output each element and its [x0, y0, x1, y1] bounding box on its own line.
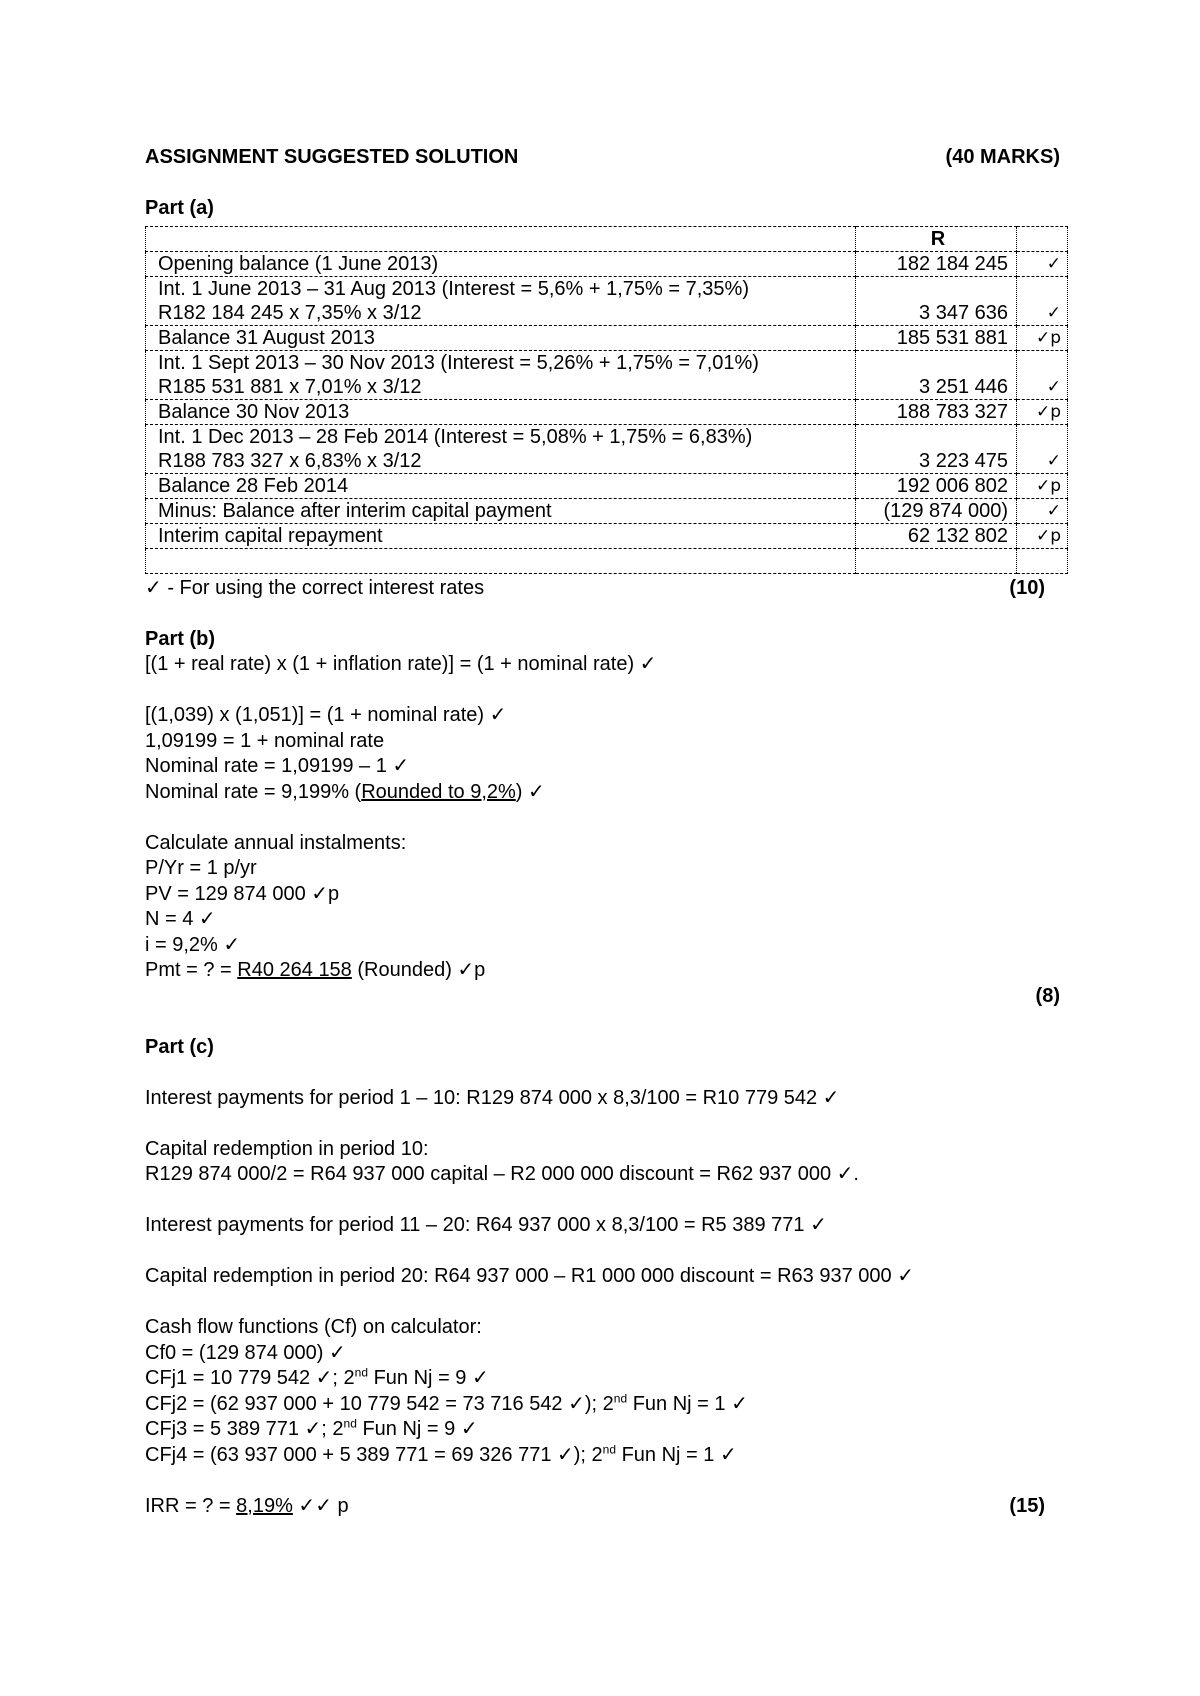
- row-amount: 3 223 475: [856, 424, 1017, 473]
- row-description: Balance 28 Feb 2014: [146, 473, 856, 498]
- row-description: Minus: Balance after interim capital payment: [146, 498, 856, 523]
- row-amount: 182 184 245: [856, 251, 1017, 276]
- part-b-step3: Nominal rate = 1,09199 – 1 ✓: [145, 755, 410, 777]
- part-b-formula: [(1 + real rate) x (1 + inflation rate)] = (1 + nominal rate) ✓: [145, 653, 657, 675]
- capital-redemption-10-heading: Capital redemption in period 10:: [145, 1137, 429, 1160]
- interest-period-11-20: Interest payments for period 11 – 20: R64 937 000 x 8,3/100 = R5 389 771 ✓: [145, 1214, 827, 1236]
- document-title: ASSIGNMENT SUGGESTED SOLUTION: [145, 146, 519, 168]
- irr-line: IRR = ? = 8,19% ✓✓ p: [145, 1494, 349, 1517]
- table-row: [146, 523, 1068, 548]
- row-description: Opening balance (1 June 2013): [146, 251, 856, 276]
- part-c-heading: Part (c): [145, 1035, 214, 1058]
- row-description: Balance 31 August 2013: [146, 325, 856, 350]
- row-description: Int. 1 Sept 2013 – 30 Nov 2013 (Interest = 5,26% + 1,75% = 7,01%) R185 531 881 x 7,01% x 3/12: [146, 350, 856, 399]
- total-marks: (40 MARKS): [945, 146, 1060, 168]
- table-row: [146, 251, 1068, 276]
- row-amount: 192 006 802: [856, 473, 1017, 498]
- document-page: [145, 145, 1060, 1519]
- capital-redemption-20: Capital redemption in period 20: R64 937 000 – R1 000 000 discount = R63 937 000 ✓: [145, 1265, 914, 1287]
- table-header-row: [146, 226, 1068, 251]
- pmt-line: Pmt = ? = R40 264 158 (Rounded) ✓p: [145, 959, 486, 981]
- part-c-marks: (15): [1009, 1494, 1045, 1517]
- part-b-heading: Part (b): [145, 627, 215, 650]
- row-amount: 62 132 802: [856, 523, 1017, 548]
- check-mark: ✓p: [1017, 399, 1068, 424]
- pv-line: PV = 129 874 000 ✓p: [145, 882, 340, 905]
- table-row: [146, 350, 1068, 399]
- row-amount: 3 251 446: [856, 350, 1017, 399]
- part-b-step2: 1,09199 = 1 + nominal rate: [145, 729, 385, 752]
- check-mark: ✓p: [1017, 473, 1068, 498]
- irr-row: [145, 1494, 1045, 1520]
- cfj4-line: CFj4 = (63 937 000 + 5 389 771 = 69 326 771 ✓); 2nd Fun Nj = 1 ✓: [145, 1441, 737, 1466]
- n-line: N = 4 ✓: [145, 908, 216, 930]
- check-mark: ✓: [1017, 424, 1068, 473]
- cash-flow-heading: Cash flow functions (Cf) on calculator:: [145, 1316, 482, 1338]
- empty-row: [146, 548, 1068, 573]
- part-b-step1: [(1,039) x (1,051)] = (1 + nominal rate) ✓: [145, 704, 507, 726]
- part-a-heading: Part (a): [145, 197, 214, 219]
- table-row: [146, 325, 1068, 350]
- check-mark: ✓: [1017, 498, 1068, 523]
- table-row: [146, 399, 1068, 424]
- check-mark: ✓: [1017, 276, 1068, 325]
- row-amount: 3 347 636: [856, 276, 1017, 325]
- cfj3-line: CFj3 = 5 389 771 ✓; 2nd Fun Nj = 9 ✓: [145, 1416, 478, 1440]
- interest-period-1-10: Interest payments for period 1 – 10: R129 874 000 x 8,3/100 = R10 779 542 ✓: [145, 1086, 840, 1109]
- check-mark: ✓p: [1017, 325, 1068, 350]
- row-amount: 185 531 881: [856, 325, 1017, 350]
- row-amount: 188 783 327: [856, 399, 1017, 424]
- check-mark: ✓: [1017, 350, 1068, 399]
- capital-redemption-10: R129 874 000/2 = R64 937 000 capital – R2 000 000 discount = R62 937 000 ✓.: [145, 1163, 859, 1185]
- check-mark: ✓p: [1017, 523, 1068, 548]
- part-a-marks: (10): [1009, 576, 1045, 599]
- cfj1-line: CFj1 = 10 779 542 ✓; 2nd Fun Nj = 9 ✓: [145, 1365, 489, 1389]
- cf0-line: Cf0 = (129 874 000) ✓: [145, 1341, 346, 1364]
- table-row: [146, 473, 1068, 498]
- row-description: Interim capital repayment: [146, 523, 856, 548]
- document-header: [145, 145, 1060, 171]
- row-description: Int. 1 Dec 2013 – 28 Feb 2014 (Interest = 5,08% + 1,75% = 6,83%) R188 783 327 x 6,83% x 3/12: [146, 424, 856, 473]
- row-amount: (129 874 000): [856, 498, 1017, 523]
- check-mark: ✓: [1017, 251, 1068, 276]
- part-b-marks: (8): [1035, 984, 1060, 1007]
- part-b-step4: Nominal rate = 9,199% (Rounded to 9,2%) ✓: [145, 780, 545, 803]
- table-row: [146, 276, 1068, 325]
- table-row: [146, 498, 1068, 523]
- row-description: Balance 30 Nov 2013: [146, 399, 856, 424]
- i-line: i = 9,2% ✓: [145, 933, 241, 956]
- part-a-table: [145, 226, 1068, 574]
- table-row: [146, 424, 1068, 473]
- pyr-line: P/Yr = 1 p/yr: [145, 857, 257, 879]
- part-a-footnote: ✓ - For using the correct interest rates: [145, 576, 485, 599]
- currency-header: R: [856, 226, 1017, 251]
- calc-heading: Calculate annual instalments:: [145, 831, 407, 854]
- cfj2-line: CFj2 = (62 937 000 + 10 779 542 = 73 716 542 ✓); 2nd Fun Nj = 1 ✓: [145, 1390, 748, 1415]
- part-a-footnote-row: [145, 576, 1045, 602]
- row-description: Int. 1 June 2013 – 31 Aug 2013 (Interest = 5,6% + 1,75% = 7,35%) R182 184 245 x 7,35% x 3/12: [146, 276, 856, 325]
